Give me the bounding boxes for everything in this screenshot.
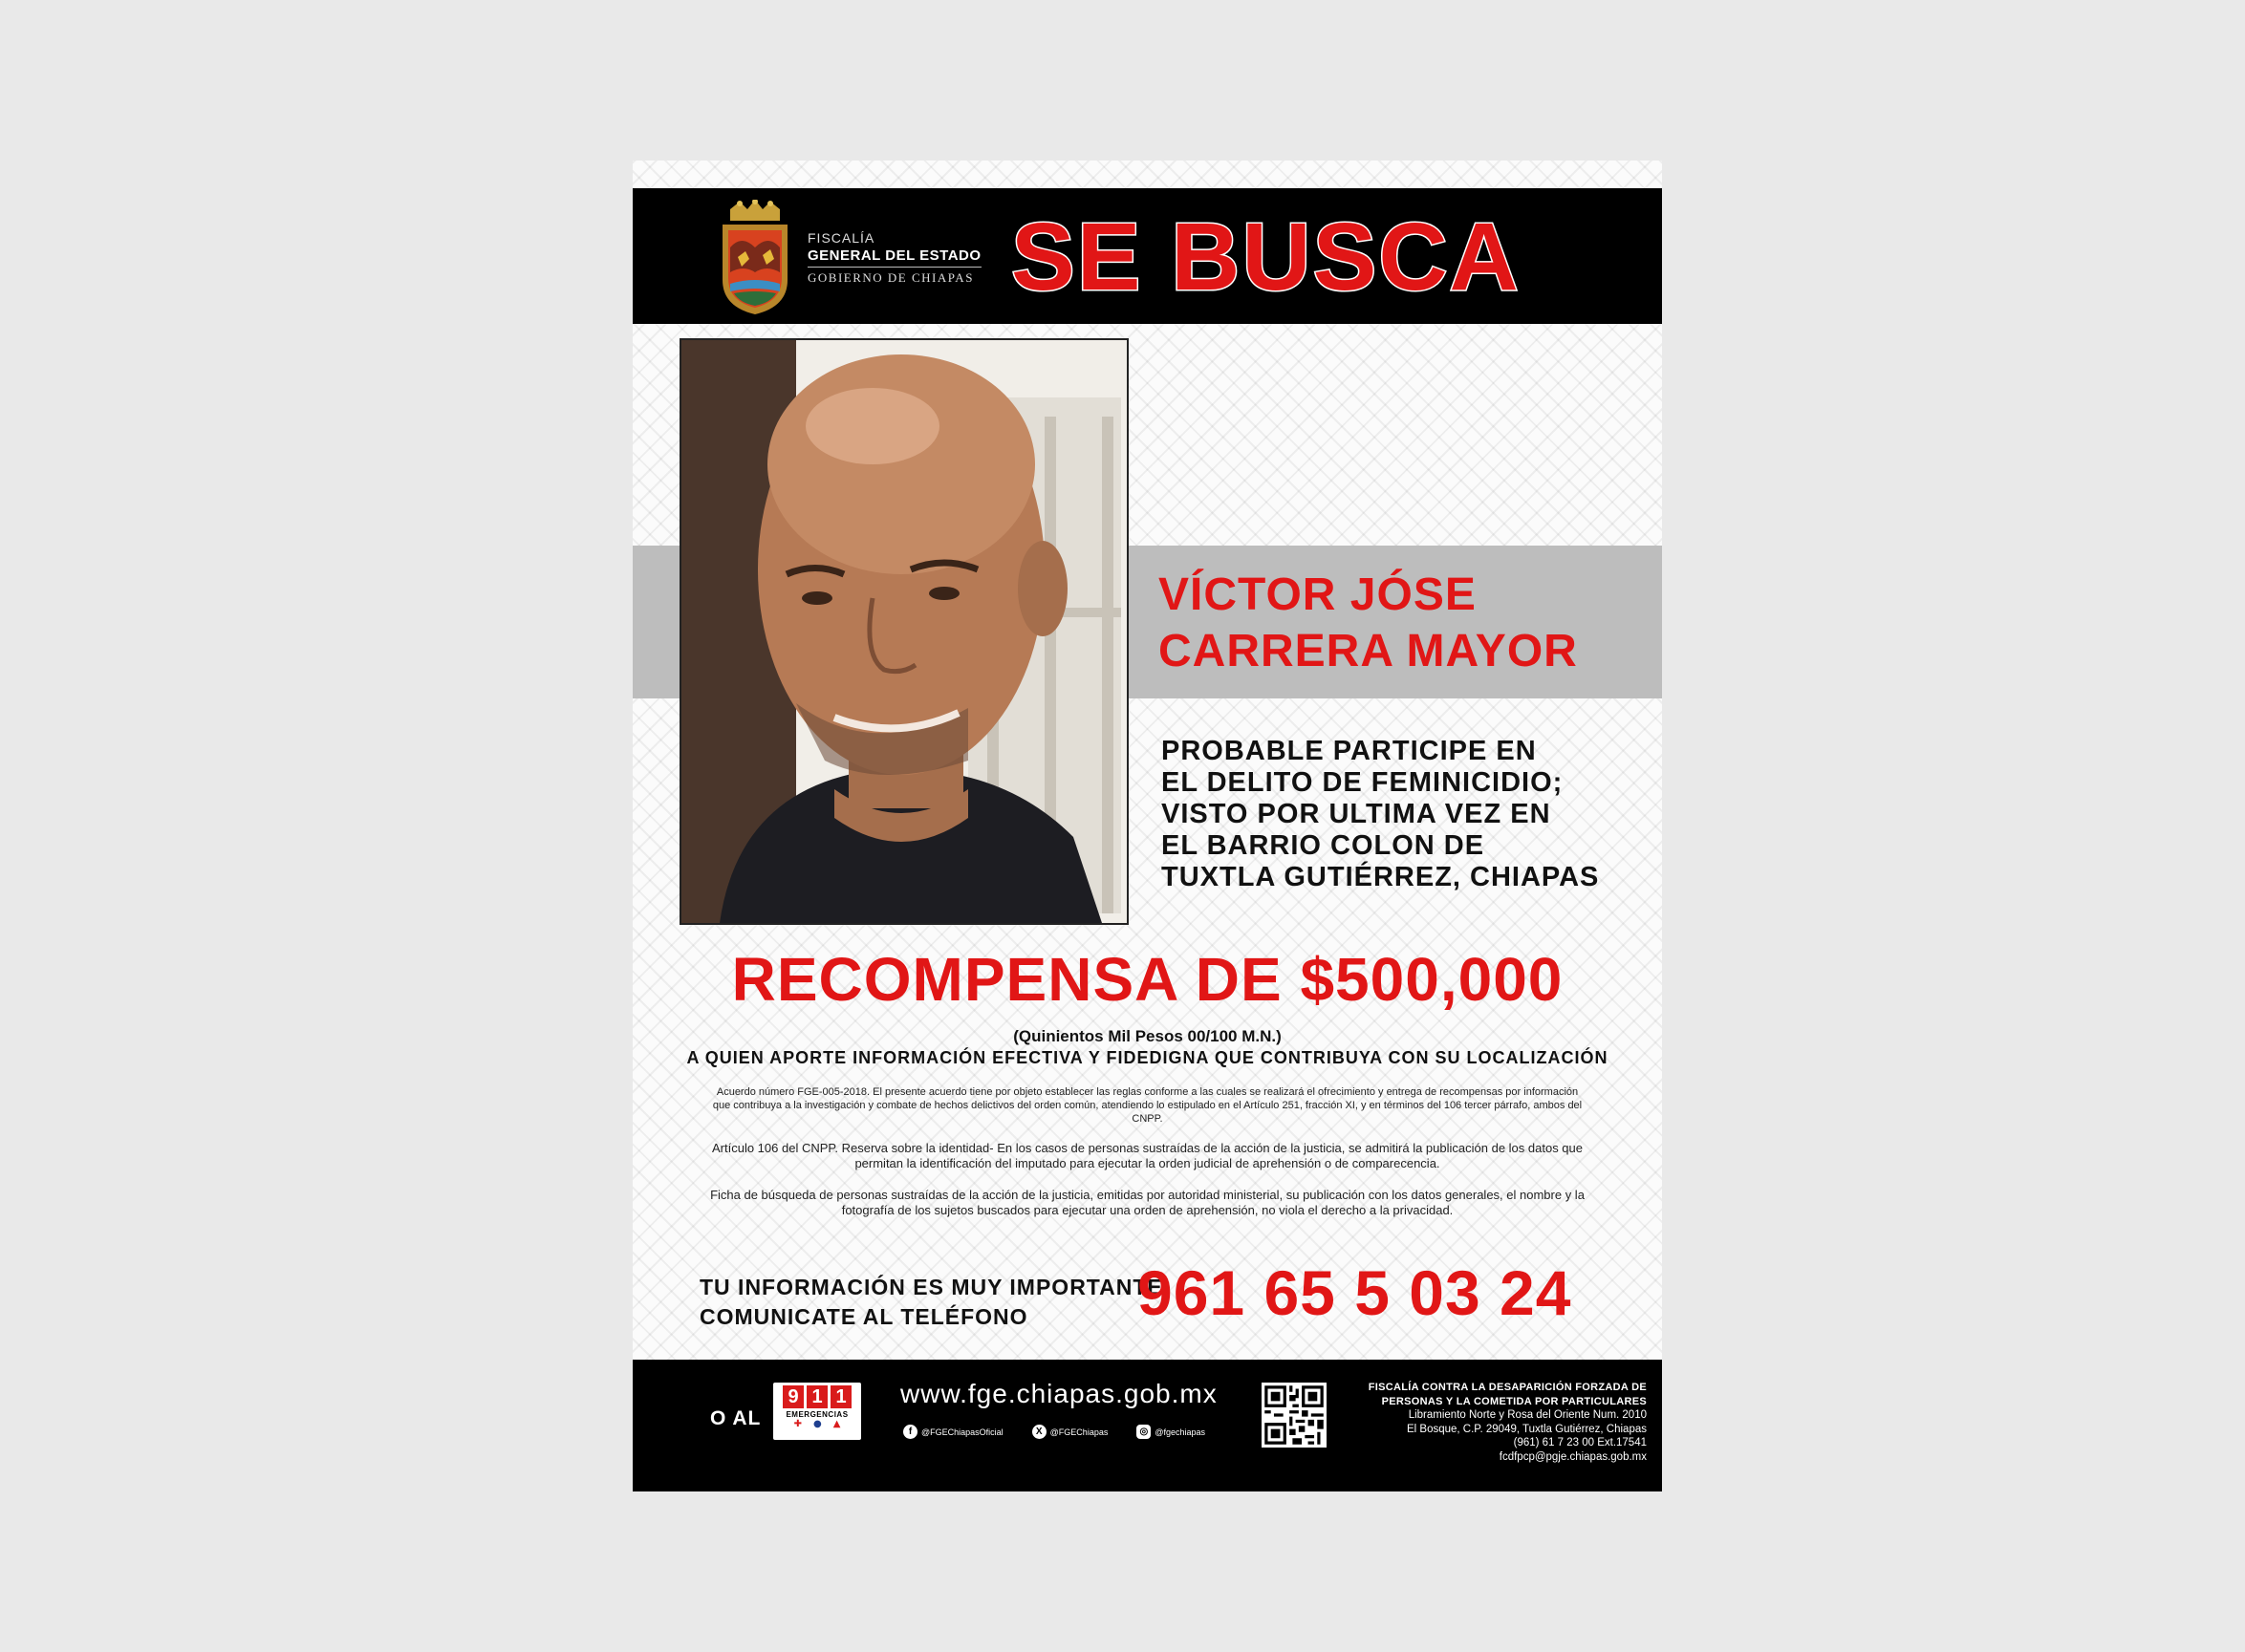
emergency-digit: 9 (783, 1385, 804, 1408)
suspect-portrait (681, 340, 1127, 923)
header-bar (633, 188, 1662, 324)
x-icon: X (1032, 1425, 1047, 1439)
emergency-911-badge[interactable] (773, 1383, 861, 1440)
social-facebook[interactable] (903, 1425, 1004, 1439)
social-handle: @FGEChiapas (1049, 1427, 1109, 1437)
website-link[interactable]: www.fge.chiapas.gob.mx (900, 1379, 1218, 1408)
call-to-action (700, 1273, 1163, 1332)
fire-icon: ▲ (832, 1419, 841, 1429)
instagram-icon: ◎ (1136, 1425, 1151, 1439)
suspect-name-line-1: VÍCTOR JÓSE (1158, 569, 1477, 620)
qr-code-icon[interactable] (1262, 1383, 1327, 1448)
chiapas-coat-of-arms-icon (717, 200, 793, 316)
suspect-photo (680, 338, 1129, 925)
emergency-label: EMERGENCIAS (786, 1410, 849, 1419)
social-instagram[interactable] (1136, 1425, 1205, 1439)
cta-line-2: COMUNICATE AL TELÉFONO (700, 1304, 1028, 1329)
org-line-3: GOBIERNO DE CHIAPAS (808, 270, 974, 286)
tip-phone-number[interactable]: 961 65 5 03 24 (1137, 1257, 1572, 1328)
reward-condition: A QUIEN APORTE INFORMACIÓN EFECTIVA Y FIDEDIGNA QUE CONTRIBUYA CON SU LOCALIZACIÓN (686, 1048, 1608, 1067)
office-contact-info (1369, 1381, 1647, 1464)
suspect-name-line-2: CARRERA MAYOR (1158, 626, 1578, 676)
description-line: TUXTLA GUTIÉRREZ, CHIAPAS (1161, 862, 1600, 892)
legal-text-2: Artículo 106 del CNPP. Reserva sobre la identidad- En los casos de personas sustraídas de la acción de la justicia, se admitirá la publicación de los datos que permitan la identificación del imputado para ejecutar la orden judicial de aprehensión o de comparecencia. (712, 1141, 1583, 1170)
description-line: PROBABLE PARTICIPE EN (1161, 736, 1537, 766)
social-x[interactable] (1032, 1425, 1109, 1439)
legal-text-3: Ficha de búsqueda de personas sustraídas de la acción de la justicia, emitidas por autoridad ministerial, su publicación con los datos generales, el nombre y la fotografía de los sujetos buscados para ejecutar una orden de aprehensión, no viola el derecho a la privacidad. (710, 1188, 1585, 1217)
social-links (903, 1425, 1205, 1439)
red-cross-icon: ✚ (793, 1419, 802, 1429)
office-address-line-1: Libramiento Norte y Rosa del Oriente Num. 2010 (1408, 1409, 1647, 1421)
org-name (808, 230, 982, 287)
cta-line-1: TU INFORMACIÓN ES MUY IMPORTANTE (700, 1275, 1163, 1299)
office-email[interactable]: fcdfpcp@pgje.chiapas.gob.mx (1499, 1450, 1647, 1463)
suspect-name (1158, 567, 1578, 679)
description-line: EL DELITO DE FEMINICIDIO; (1161, 767, 1564, 798)
org-line-1: FISCALÍA (808, 230, 875, 246)
description-line: VISTO POR ULTIMA VEZ EN (1161, 799, 1551, 829)
police-icon: ● (812, 1419, 822, 1429)
org-line-2: GENERAL DEL ESTADO (808, 247, 982, 268)
poster-title: SE BUSCA (1011, 204, 1521, 311)
office-name-line-2: PERSONAS Y LA COMETIDA POR PARTICULARES (1381, 1395, 1647, 1407)
reward-title: RECOMPENSA DE $500,000 (731, 945, 1564, 1014)
office-name-line-1: FISCALÍA CONTRA LA DESAPARICIÓN FORZADA DE (1368, 1382, 1647, 1393)
reward-amount-words: (Quinientos Mil Pesos 00/100 M.N.) (1013, 1027, 1282, 1045)
footer-bar (633, 1360, 1662, 1491)
office-address-line-2: El Bosque, C.P. 29049, Tuxtla Gutiérrez, Chiapas (1406, 1423, 1647, 1435)
emergency-digit: 1 (831, 1385, 852, 1408)
office-phone[interactable]: (961) 61 7 23 00 Ext.17541 (1513, 1437, 1647, 1448)
facebook-icon: f (903, 1425, 917, 1439)
or-label: O AL (710, 1407, 762, 1429)
emergency-digit: 1 (807, 1385, 828, 1408)
wanted-poster (633, 161, 1662, 1491)
social-handle: @FGEChiapasOficial (921, 1427, 1004, 1437)
social-handle: @fgechiapas (1155, 1427, 1206, 1437)
description-line: EL BARRIO COLON DE (1161, 830, 1485, 861)
legal-text-1: Acuerdo número FGE-005-2018. El presente acuerdo tiene por objeto establecer las reglas conforme a las cuales se realizará el ofrecimiento y entrega de recompensas por información que contribuya a la investigación y combate de hechos delictivos del orden común, atendiendo lo estipulado en el Artículo 251, fracción XI, y en términos del 106 tercer párrafo, ambos del CNPP. (712, 1086, 1583, 1125)
crime-description (1161, 736, 1599, 893)
